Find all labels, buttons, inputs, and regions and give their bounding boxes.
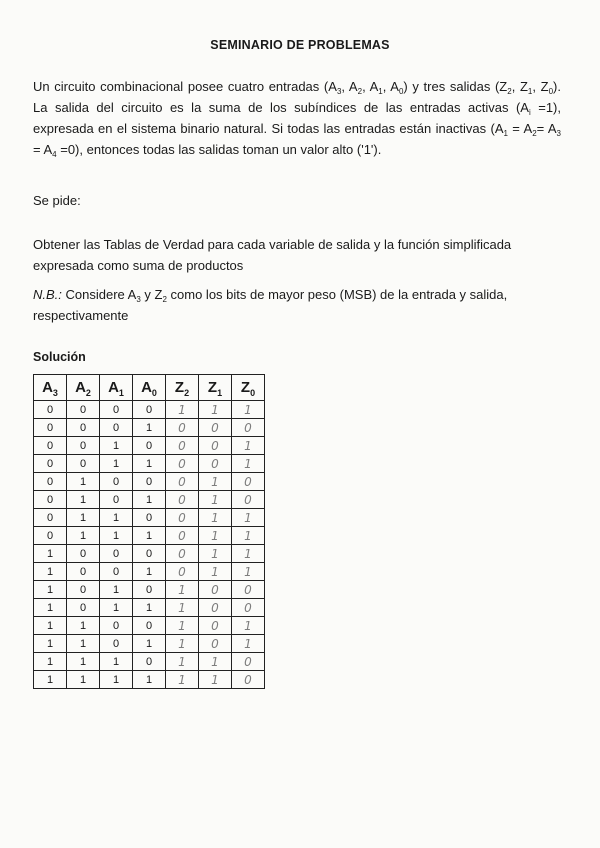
input-cell: 0	[133, 653, 166, 671]
output-cell: 1	[199, 563, 232, 581]
input-cell: 0	[34, 473, 67, 491]
input-cell: 1	[133, 419, 166, 437]
input-cell: 1	[133, 671, 166, 689]
table-row	[34, 437, 265, 455]
input-cell: 1	[100, 581, 133, 599]
input-cell: 1	[100, 509, 133, 527]
table-row	[34, 599, 265, 617]
output-cell: 1	[232, 617, 265, 635]
input-cell: 1	[100, 653, 133, 671]
output-cell: 1	[199, 545, 232, 563]
input-cell: 1	[34, 545, 67, 563]
table-row	[34, 653, 265, 671]
input-cell: 0	[100, 473, 133, 491]
column-header-a2: $A_2$	[67, 375, 100, 401]
input-cell: 1	[67, 635, 100, 653]
table-row	[34, 671, 265, 689]
input-cell: 0	[133, 581, 166, 599]
column-header-z1: $Z_1$	[199, 375, 232, 401]
output-cell: 0	[166, 509, 199, 527]
output-cell: 1	[232, 563, 265, 581]
input-cell: 1	[133, 455, 166, 473]
output-cell: 0	[232, 419, 265, 437]
output-cell: 0	[232, 581, 265, 599]
input-cell: 1	[34, 635, 67, 653]
output-cell: 0	[199, 437, 232, 455]
input-cell: 0	[67, 455, 100, 473]
table-row	[34, 401, 265, 419]
table-row	[34, 455, 265, 473]
input-cell: 0	[67, 599, 100, 617]
truth-table	[33, 374, 265, 689]
input-cell: 0	[67, 437, 100, 455]
output-cell: 0	[199, 635, 232, 653]
input-cell: 0	[34, 491, 67, 509]
solution-label: Solución	[33, 350, 86, 364]
table-row	[34, 491, 265, 509]
input-cell: 0	[100, 491, 133, 509]
input-cell: 0	[100, 635, 133, 653]
output-cell: 1	[166, 671, 199, 689]
input-cell: 0	[133, 473, 166, 491]
output-cell: 1	[232, 635, 265, 653]
input-cell: 1	[34, 671, 67, 689]
input-cell: 0	[67, 581, 100, 599]
input-cell: 1	[100, 455, 133, 473]
output-cell: 1	[166, 599, 199, 617]
input-cell: 0	[133, 509, 166, 527]
column-header-z0: $Z_0$	[232, 375, 265, 401]
se-pide-label: Se pide:	[33, 193, 81, 208]
input-cell: 0	[67, 545, 100, 563]
output-cell: 1	[199, 527, 232, 545]
input-cell: 1	[67, 653, 100, 671]
input-cell: 0	[100, 419, 133, 437]
output-cell: 0	[166, 545, 199, 563]
output-cell: 1	[199, 653, 232, 671]
input-cell: 1	[34, 617, 67, 635]
input-cell: 0	[100, 545, 133, 563]
output-cell: 1	[232, 455, 265, 473]
output-cell: 1	[232, 509, 265, 527]
output-cell: 0	[232, 599, 265, 617]
input-cell: 0	[34, 509, 67, 527]
output-cell: 1	[232, 545, 265, 563]
task-text: Obtener las Tablas de Verdad para cada variable de salida y la función simplificada expresada como suma de productos	[33, 237, 512, 273]
output-cell: 0	[232, 653, 265, 671]
input-cell: 1	[67, 671, 100, 689]
output-cell: 1	[166, 653, 199, 671]
output-cell: 0	[166, 473, 199, 491]
input-cell: 1	[133, 635, 166, 653]
input-cell: 0	[100, 401, 133, 419]
input-cell: 1	[133, 563, 166, 581]
input-cell: 0	[133, 545, 166, 563]
input-cell: 1	[67, 473, 100, 491]
output-cell: 0	[166, 563, 199, 581]
input-cell: 0	[133, 401, 166, 419]
input-cell: 0	[34, 527, 67, 545]
table-row	[34, 509, 265, 527]
table-row	[34, 527, 265, 545]
table-row	[34, 545, 265, 563]
output-cell: 0	[166, 419, 199, 437]
input-cell: 1	[100, 599, 133, 617]
input-cell: 0	[34, 455, 67, 473]
input-cell: 1	[67, 509, 100, 527]
output-cell: 0	[166, 527, 199, 545]
column-header-a0: $A_0$	[133, 375, 166, 401]
column-header-z2: $Z_2$	[166, 375, 199, 401]
input-cell: 1	[100, 671, 133, 689]
input-cell: 1	[34, 653, 67, 671]
table-row	[34, 617, 265, 635]
output-cell: 0	[166, 455, 199, 473]
truth-table-header	[34, 375, 265, 401]
output-cell: 1	[232, 527, 265, 545]
output-cell: 0	[232, 473, 265, 491]
output-cell: 0	[199, 419, 232, 437]
input-cell: 1	[67, 491, 100, 509]
input-cell: 1	[67, 617, 100, 635]
input-cell: 1	[34, 599, 67, 617]
column-header-a3: $A_3$	[34, 375, 67, 401]
input-cell: 1	[34, 581, 67, 599]
input-cell: 0	[34, 401, 67, 419]
output-cell: 1	[166, 581, 199, 599]
output-cell: 1	[199, 491, 232, 509]
input-cell: 0	[67, 563, 100, 581]
input-cell: 0	[133, 617, 166, 635]
input-cell: 0	[34, 419, 67, 437]
input-cell: 0	[100, 563, 133, 581]
table-row	[34, 419, 265, 437]
page-title: SEMINARIO DE PROBLEMAS	[210, 38, 390, 52]
output-cell: 0	[199, 581, 232, 599]
input-cell: 1	[34, 563, 67, 581]
problem-statement: Un circuito combinacional posee cuatro entradas ($A_3$, $A_2$, $A_1$, $A_0$) y tres salidas ($Z_2$, $Z_1$, $Z_0$). La salida del circuito es la suma de los subíndices de las entradas activas $(A_i =1)$, expresada en el sistema binario natural. Si todas las entradas están inactivas $(A_1 = A_2= A_3 = A_4 =0)$, entonces todas las salidas toman un valor alto ('1').	[33, 79, 561, 159]
output-cell: 0	[232, 491, 265, 509]
output-cell: 1	[232, 437, 265, 455]
input-cell: 0	[67, 401, 100, 419]
input-cell: 1	[100, 437, 133, 455]
output-cell: 1	[199, 671, 232, 689]
input-cell: 0	[100, 617, 133, 635]
output-cell: 0	[199, 599, 232, 617]
table-row	[34, 473, 265, 491]
output-cell: 0	[199, 455, 232, 473]
input-cell: 1	[67, 527, 100, 545]
output-cell: 1	[232, 401, 265, 419]
input-cell: 0	[133, 437, 166, 455]
input-cell: 0	[67, 419, 100, 437]
output-cell: 1	[166, 617, 199, 635]
output-cell: 0	[232, 671, 265, 689]
table-row	[34, 563, 265, 581]
output-cell: 1	[199, 509, 232, 527]
output-cell: 1	[166, 401, 199, 419]
output-cell: 0	[199, 617, 232, 635]
truth-table-body	[34, 401, 265, 689]
output-cell: 1	[199, 401, 232, 419]
output-cell: 1	[166, 635, 199, 653]
input-cell: 1	[133, 527, 166, 545]
input-cell: 1	[133, 599, 166, 617]
table-row	[34, 635, 265, 653]
table-row	[34, 581, 265, 599]
output-cell: 1	[199, 473, 232, 491]
column-header-a1: $A_1$	[100, 375, 133, 401]
input-cell: 0	[34, 437, 67, 455]
input-cell: 1	[100, 527, 133, 545]
input-cell: 1	[133, 491, 166, 509]
nb-note: N.B.: Considere $A_3$ y $Z_2$ como los bits de mayor peso (MSB) de la entrada y salida, respectivamente	[33, 287, 508, 323]
output-cell: 0	[166, 437, 199, 455]
output-cell: 0	[166, 491, 199, 509]
